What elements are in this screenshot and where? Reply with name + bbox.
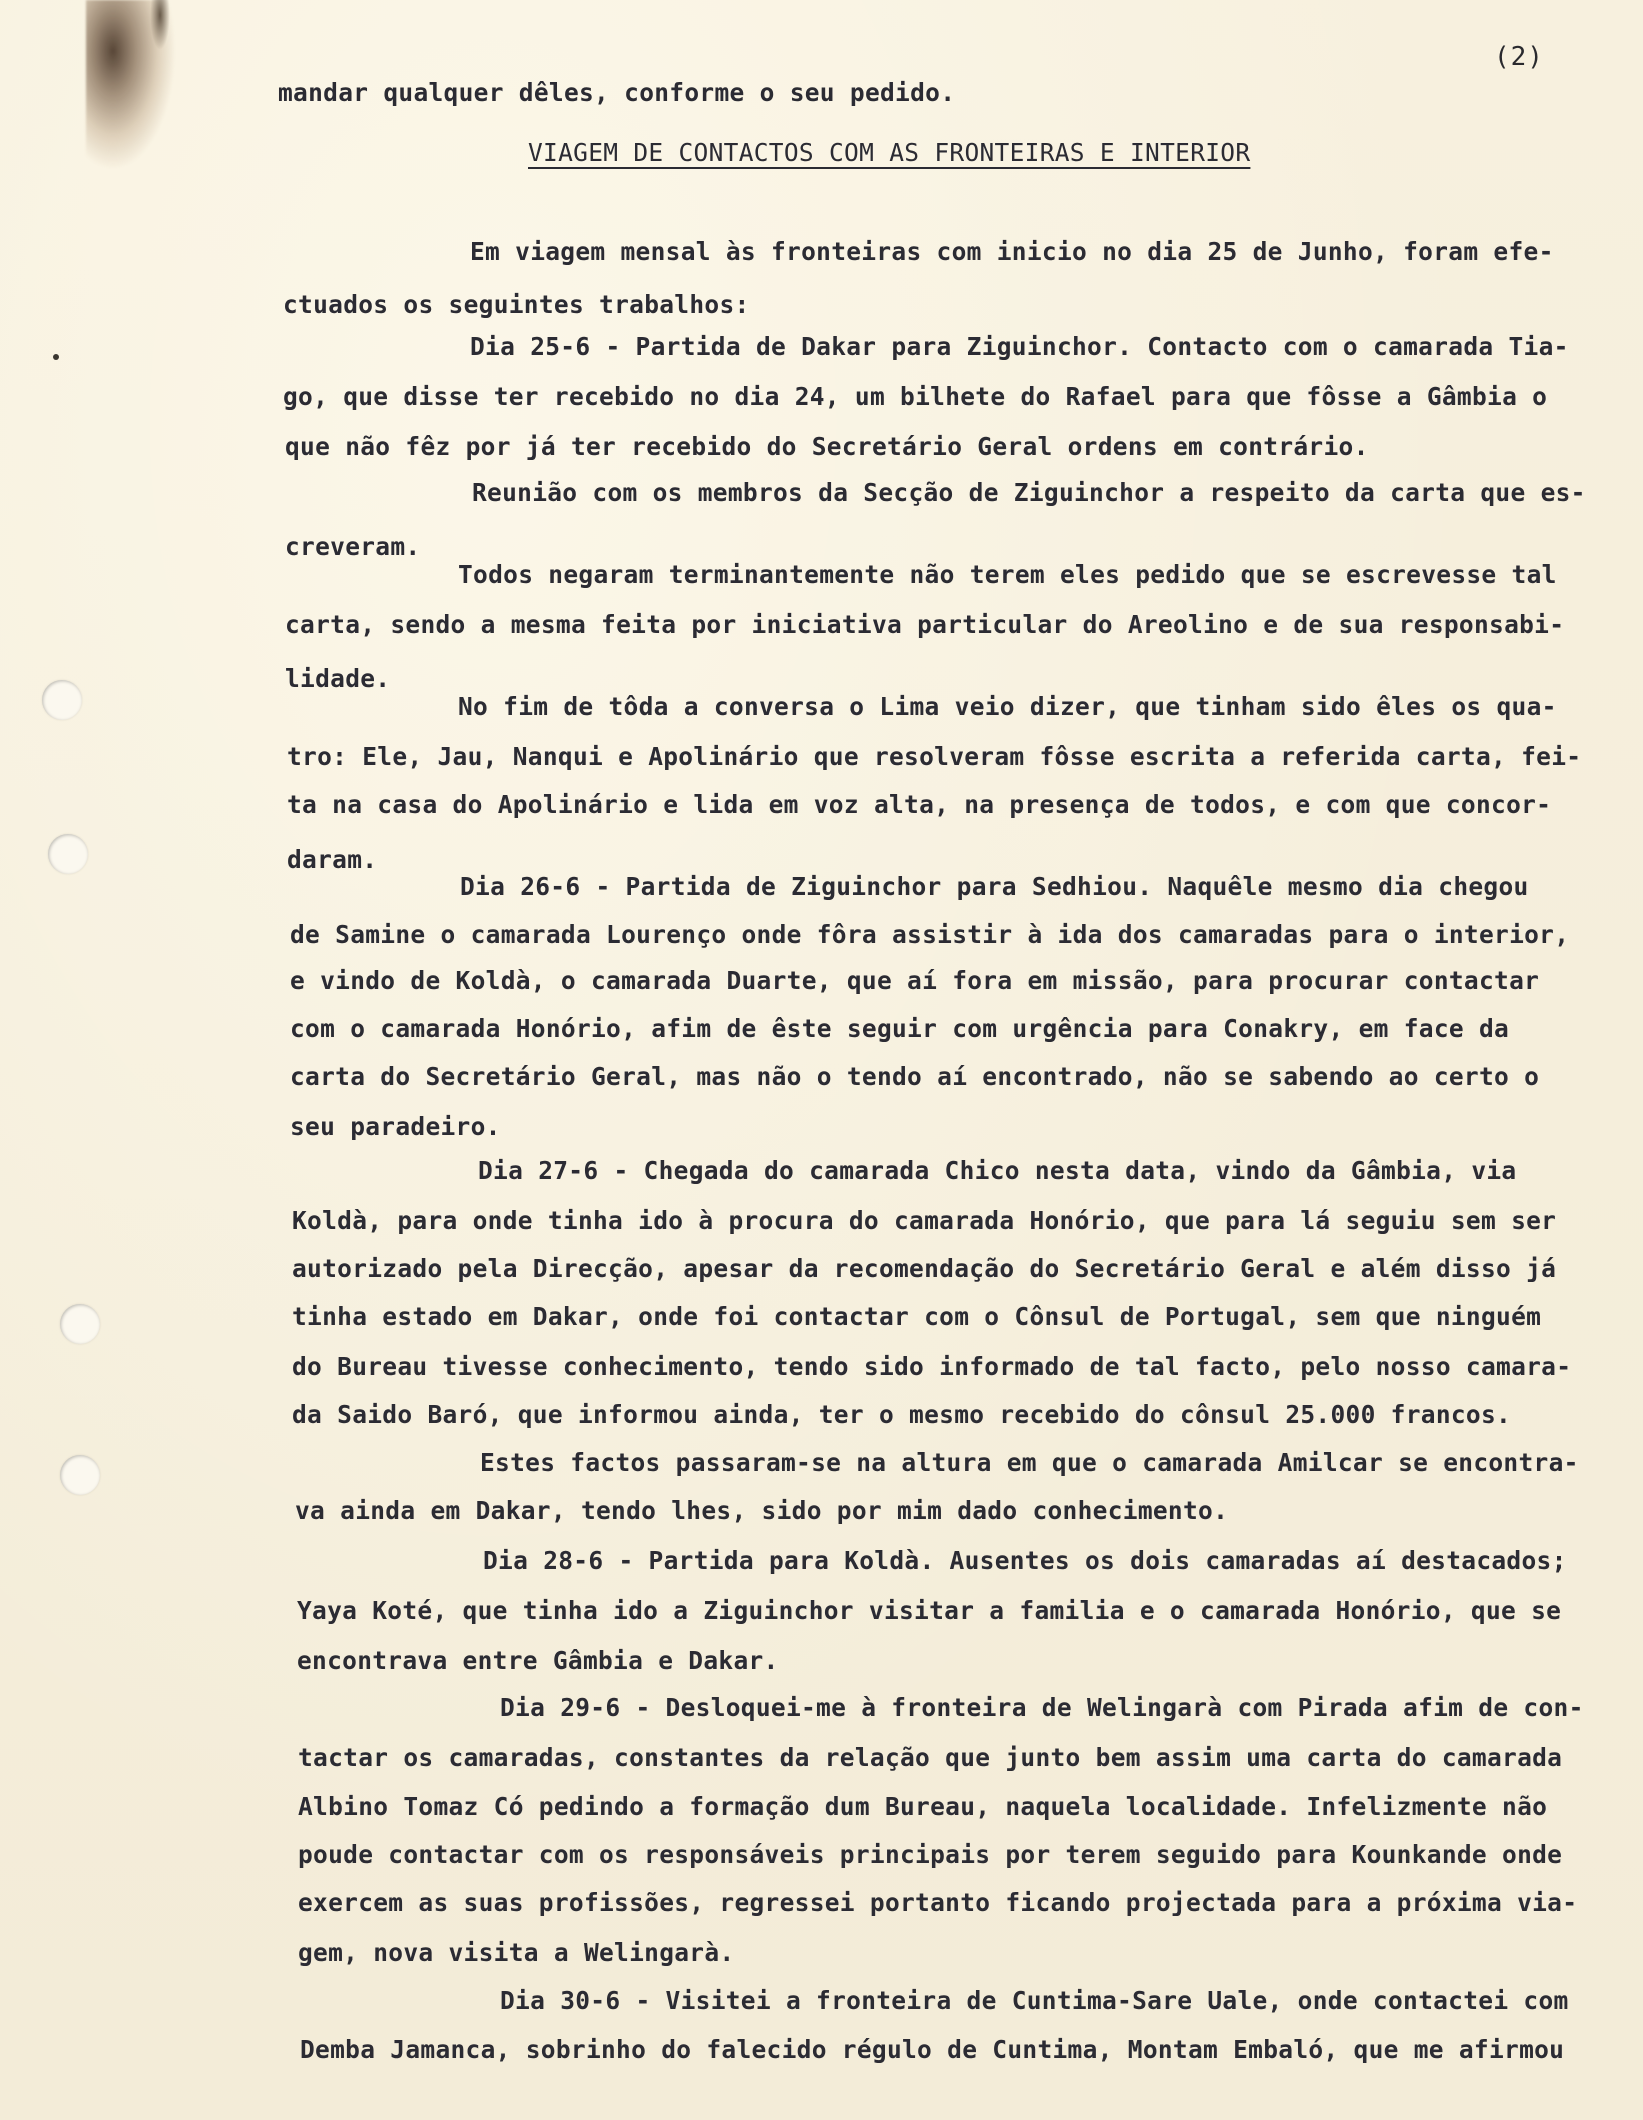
text-line: tro: Ele, Jau, Nanqui e Apolinário que resolveram fôsse escrita a referida carta, fei- xyxy=(287,742,1582,771)
burn-stain-small xyxy=(150,0,170,50)
text-line: va ainda em Dakar, tendo lhes, sido por mim dado conhecimento. xyxy=(295,1496,1229,1525)
text-line: mandar qualquer dêles, conforme o seu pedido. xyxy=(278,78,956,107)
text-line: ctuados os seguintes trabalhos: xyxy=(283,290,750,319)
text-line: lidade. xyxy=(285,664,391,693)
text-line: Koldà, para onde tinha ido à procura do camarada Honório, que para lá seguiu sem ser xyxy=(292,1206,1557,1235)
text-line: tactar os camaradas, constantes da relação que junto bem assim uma carta do camarada xyxy=(298,1743,1563,1772)
punch-hole-2 xyxy=(48,834,88,874)
text-line: gem, nova visita a Welingarà. xyxy=(298,1938,735,1967)
text-line: daram. xyxy=(287,845,378,874)
text-line: e vindo de Koldà, o camarada Duarte, que aí fora em missão, para procurar contactar xyxy=(290,966,1540,995)
text-line: Reunião com os membros da Secção de Ziguinchor a respeito da carta que es- xyxy=(472,478,1586,507)
text-line: do Bureau tivesse conhecimento, tendo sido informado de tal facto, pelo nosso camara- xyxy=(292,1352,1572,1381)
text-line: Dia 26-6 - Partida de Ziguinchor para Sedhiou. Naquêle mesmo dia chegou xyxy=(460,872,1529,901)
punch-hole-3 xyxy=(60,1304,100,1344)
text-line: go, que disse ter recebido no dia 24, um bilhete do Rafael para que fôsse a Gâmbia o xyxy=(283,382,1548,411)
text-line: com o camarada Honório, afim de êste seguir com urgência para Conakry, em face da xyxy=(290,1014,1510,1043)
text-line: encontrava entre Gâmbia e Dakar. xyxy=(297,1646,779,1675)
text-line: Dia 25-6 - Partida de Dakar para Ziguinchor. Contacto com o camarada Tia- xyxy=(470,332,1569,361)
text-line: tinha estado em Dakar, onde foi contactar com o Cônsul de Portugal, sem que ninguém xyxy=(292,1302,1542,1331)
text-line: autorizado pela Direcção, apesar da recomendação do Secretário Geral e além disso já xyxy=(292,1254,1557,1283)
text-line: Dia 28-6 - Partida para Koldà. Ausentes os dois camaradas aí destacados; xyxy=(483,1546,1567,1575)
text-line: poude contactar com os responsáveis principais por terem seguido para Kounkande onde xyxy=(298,1840,1563,1869)
page-number: (2) xyxy=(1494,42,1544,72)
text-line: carta, sendo a mesma feita por iniciativa particular do Areolino e de sua responsabi- xyxy=(285,610,1565,639)
text-line: Estes factos passaram-se na altura em que o camarada Amilcar se encontra- xyxy=(480,1448,1579,1477)
ink-speck xyxy=(53,354,59,360)
text-line: Todos negaram terminantemente não terem eles pedido que se escrevesse tal xyxy=(458,560,1557,589)
text-line: creveram. xyxy=(285,532,421,561)
text-line: Albino Tomaz Có pedindo a formação dum Bureau, naquela localidade. Infelizmente não xyxy=(298,1792,1548,1821)
text-line: Dia 29-6 - Desloquei-me à fronteira de Welingarà com Pirada afim de con- xyxy=(500,1693,1584,1722)
text-line: carta do Secretário Geral, mas não o tendo aí encontrado, não se sabendo ao certo o xyxy=(290,1062,1540,1091)
text-line: Dia 30-6 - Visitei a fronteira de Cuntima-Sare Uale, onde contactei com xyxy=(500,1986,1569,2015)
text-line: Em viagem mensal às fronteiras com inicio no dia 25 de Junho, foram efe- xyxy=(470,237,1554,266)
punch-hole-4 xyxy=(60,1455,100,1495)
text-line: ta na casa do Apolinário e lida em voz alta, na presença de todos, e com que concor- xyxy=(287,790,1552,819)
text-line: Dia 27-6 - Chegada do camarada Chico nesta data, vindo da Gâmbia, via xyxy=(478,1156,1517,1185)
section-heading: VIAGEM DE CONTACTOS COM AS FRONTEIRAS E INTERIOR xyxy=(528,138,1251,167)
text-line: de Samine o camarada Lourenço onde fôra assistir à ida dos camaradas para o interior, xyxy=(290,920,1570,949)
text-line: Yaya Koté, que tinha ido a Ziguinchor visitar a familia e o camarada Honório, que se xyxy=(297,1596,1562,1625)
text-line: exercem as suas profissões, regressei portanto ficando projectada para a próxima via- xyxy=(298,1888,1578,1917)
text-line: Demba Jamanca, sobrinho do falecido régulo de Cuntima, Montam Embaló, que me afirmou xyxy=(300,2035,1565,2064)
punch-hole-1 xyxy=(42,680,82,720)
text-line: No fim de tôda a conversa o Lima veio dizer, que tinham sido êles os qua- xyxy=(458,692,1557,721)
text-line: que não fêz por já ter recebido do Secretário Geral ordens em contrário. xyxy=(285,432,1369,461)
text-line: da Saido Baró, que informou ainda, ter o mesmo recebido do cônsul 25.000 francos. xyxy=(292,1400,1512,1429)
text-line: seu paradeiro. xyxy=(290,1112,501,1141)
